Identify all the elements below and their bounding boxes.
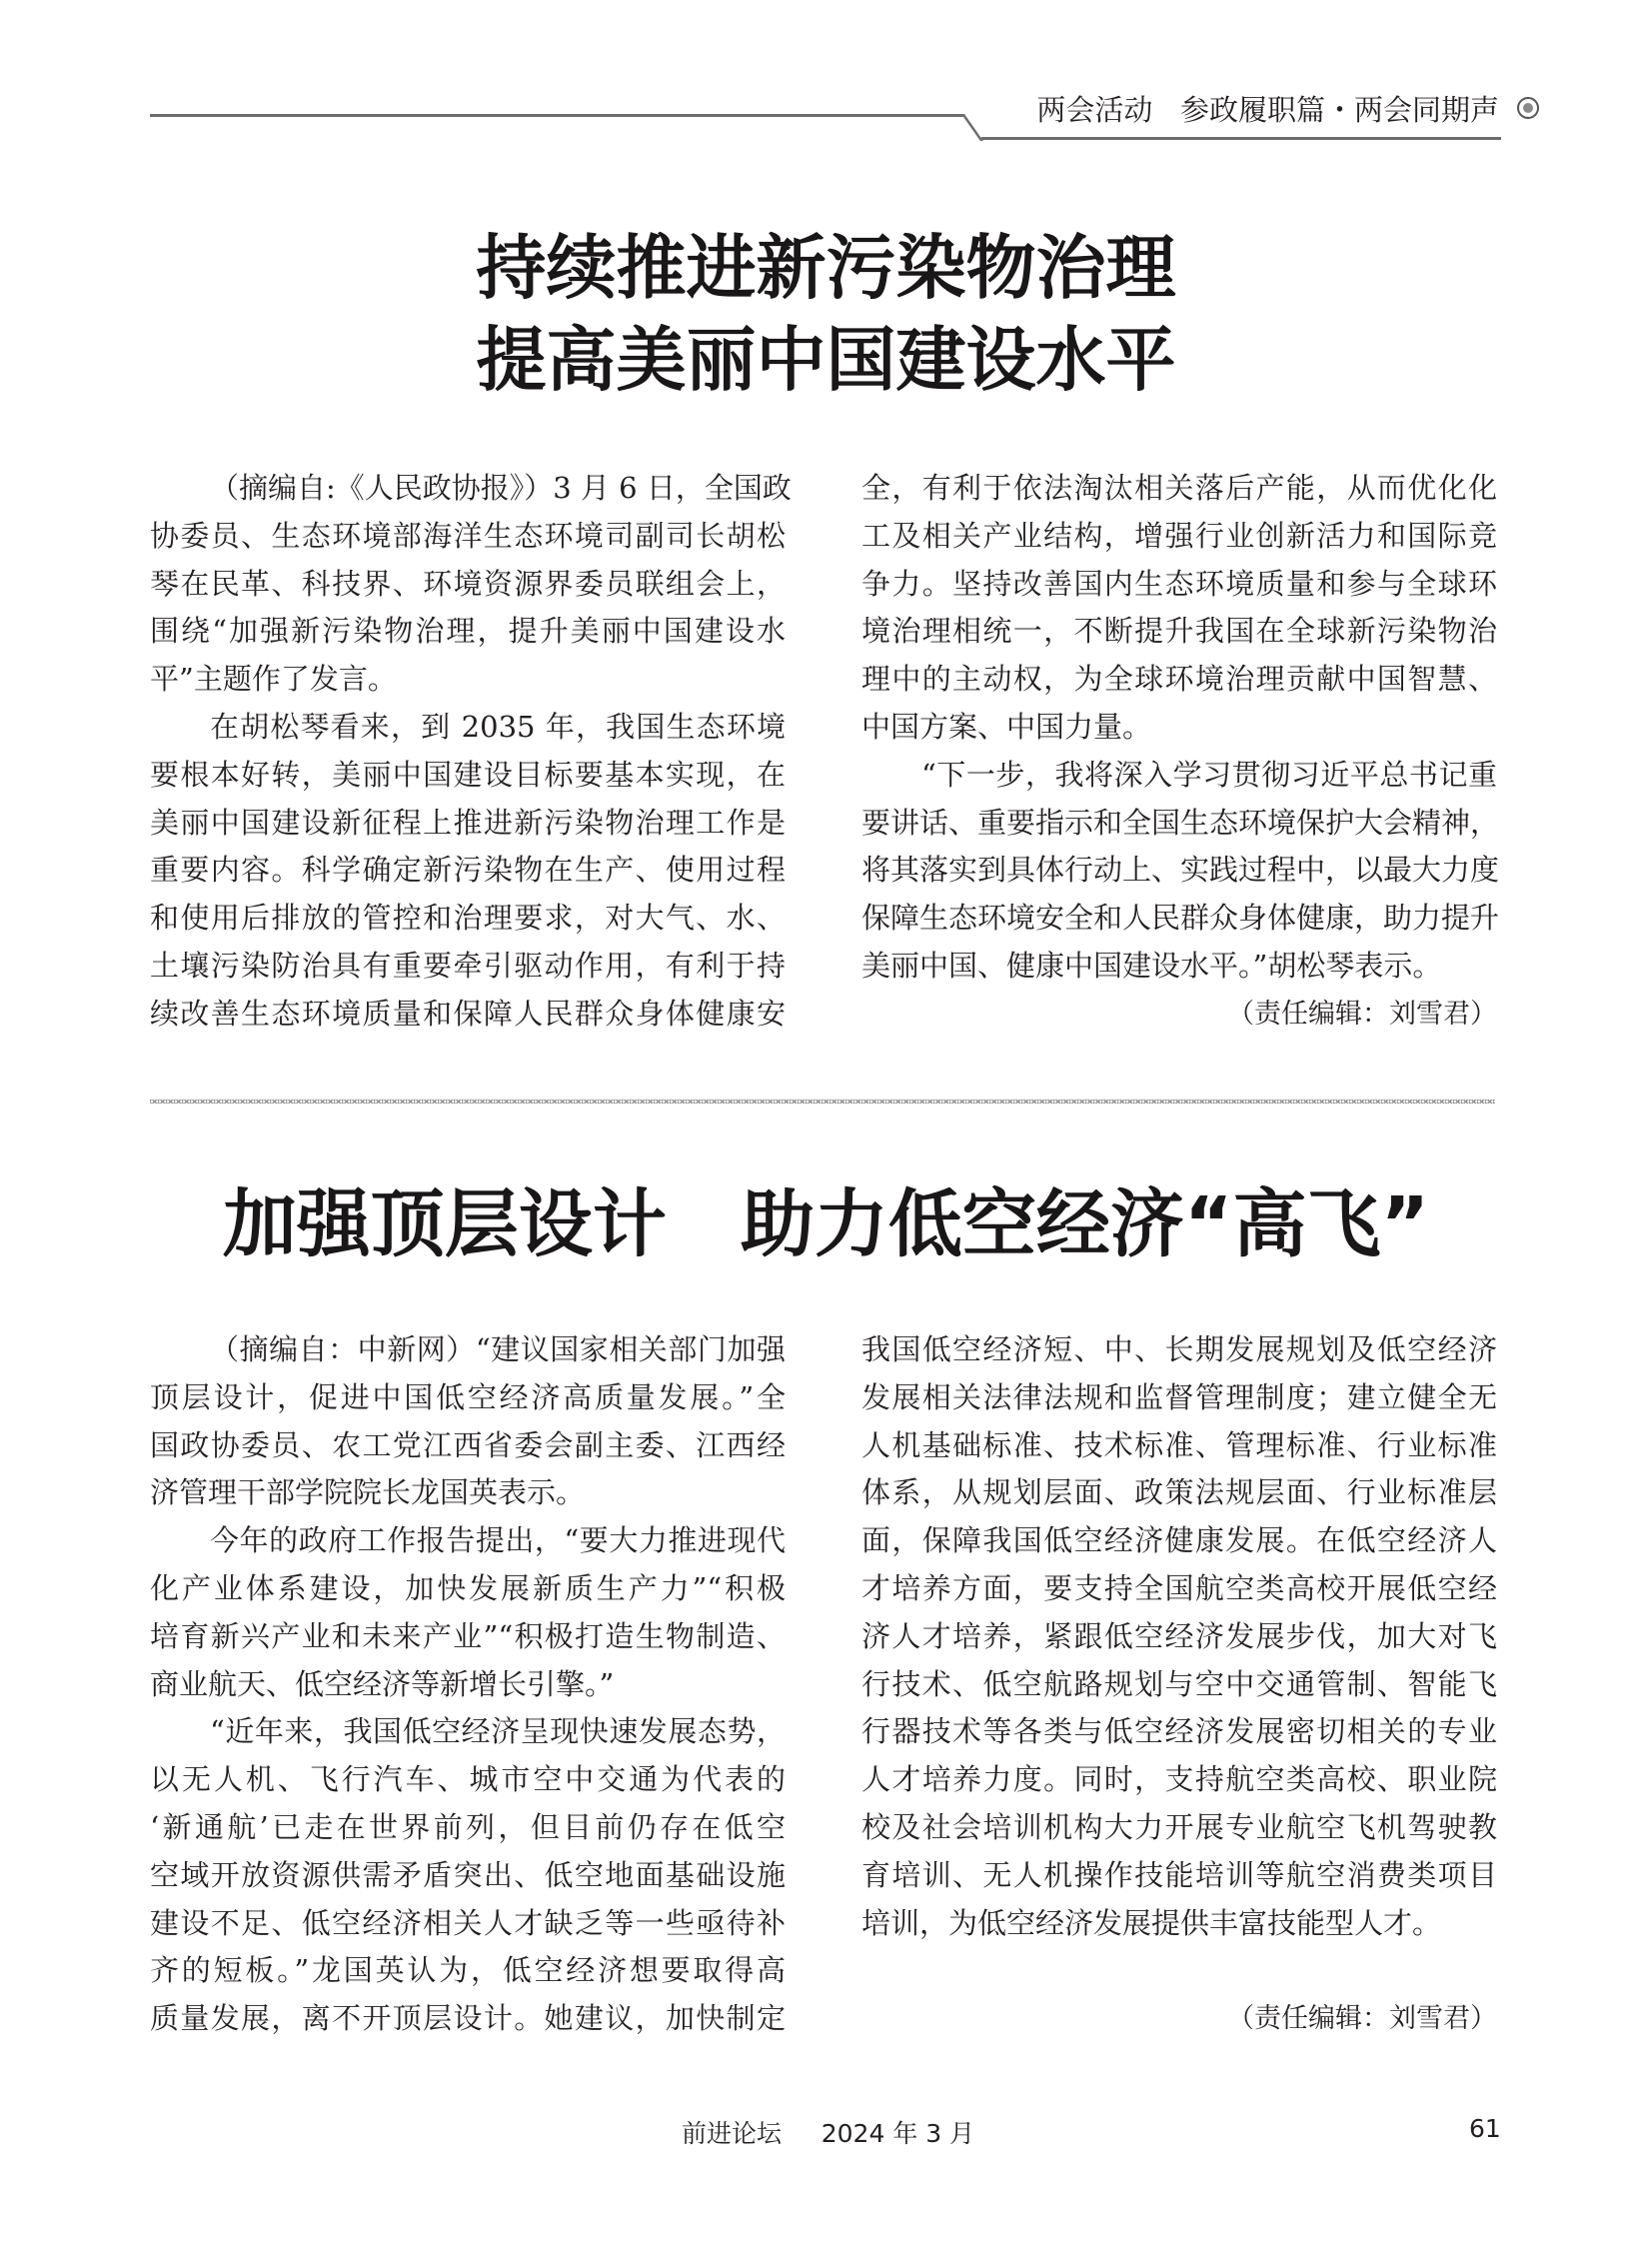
paragraph [150,1326,786,1517]
text-line: 保障生态环境安全和人民群众身体健康，助力提升 [861,901,1500,936]
paragraph [861,465,1497,752]
text-line: 化产业体系建设，加快发展新质生产力”“积极 [150,1570,786,1605]
footer-publication: 前进论坛 [682,2119,783,2148]
header-section-label [999,88,1499,129]
text-line: 理中的主动权，为全球环境治理贡献中国智慧、 [861,662,1497,697]
text-line: 建设不足、低空经济相关人才缺乏等一些亟待补 [150,1905,786,1940]
paragraph [150,465,792,704]
footer-publication-info [682,2114,974,2150]
editor-credit: （责任编辑：刘雪君） [1227,2003,1497,2035]
text-line: 齐的短板。”龙国英认为，低空经济想要取得高 [150,1953,786,1988]
text-line: 今年的政府工作报告提出，“要大力推进现代 [210,1523,786,1558]
text-line: 我国低空经济短、中、长期发展规划及低空经济 [861,1332,1497,1366]
text-line: 才培养方面，要支持全国航空类高校开展低空经 [861,1570,1497,1605]
text-line: 行器技术等各类与低空经济发展密切相关的专业 [861,1714,1497,1749]
paragraph [861,752,1500,991]
text-line: 育培训、无人机操作技能培训等航空消费类项目 [861,1857,1497,1892]
text-line: 人才培养力度。同时，支持航空类高校、职业院 [861,1762,1497,1797]
paragraph [150,1708,786,2043]
paragraph [150,704,786,1039]
title-line: 加强顶层设计 助力低空经济“高飞” [222,1181,1430,1267]
text-line: 围绕“加强新污染物治理，提升美丽中国建设水 [150,614,786,649]
header-section: 两会活动 [1036,93,1153,127]
text-line: （摘编自：中新网）“建议国家相关部门加强 [210,1332,786,1366]
text-line: 协委员、生态环境部海洋生态环境司副司长胡松 [150,518,786,553]
article-1-column-right [861,465,1500,1039]
page-number: 61 [1469,2114,1501,2143]
header-rule [150,114,964,117]
article-2-column-right [861,1326,1497,2043]
footer-issue: 2024 年 3 月 [821,2119,975,2148]
text-line: “近年来，我国低空经济呈现快速发展态势， [210,1714,786,1749]
text-line: 琴在民革、科技界、环境资源界委员联组会上， [150,566,786,601]
header-subsection: 参政履职篇・两会同期声 [1179,93,1499,127]
text-line: 续改善生态环境质量和保障人民群众身体健康安 [150,996,786,1031]
editor-credit: （责任编辑：刘雪君） [1227,998,1497,1030]
text-line: 美丽中国、健康中国建设水平。”胡松琴表示。 [861,948,1442,983]
text-line: 空域开放资源供需矛盾突出、低空地面基础设施 [150,1857,786,1892]
text-line: 和使用后排放的管控和治理要求，对大气、水、 [150,901,786,936]
text-line: 在胡松琴看来，到 2035 年，我国生态环境 [210,709,786,744]
text-line: 济人才培养，紧跟低空经济发展步伐，加大对飞 [861,1618,1497,1653]
header-rule-break [961,114,983,141]
text-line: 面，保障我国低空经济健康发展。在低空经济人 [861,1523,1497,1558]
paragraph [861,1326,1497,1947]
bullseye-icon [1517,97,1539,119]
text-line: 中国方案、中国力量。 [861,709,1152,744]
text-line: 发展相关法律法规和监督管理制度；建立健全无 [861,1379,1497,1414]
text-line: 人机基础标准、技术标准、管理标准、行业标准 [861,1427,1497,1462]
text-line: 美丽中国建设新征程上推进新污染物治理工作是 [150,805,786,840]
text-line: 平”主题作了发言。 [150,662,397,697]
title-line: 提高美丽中国建设水平 [476,319,1176,401]
text-line: （摘编自:《人民政协报》）3 月 6 日，全国政 [210,471,792,505]
text-line: 要根本好转，美丽中国建设目标要基本实现，在 [150,757,786,792]
text-line: 土壤污染防治具有重要牵引驱动作用，有利于持 [150,948,786,983]
article-1-title [0,222,1652,406]
text-line: 培育新兴产业和未来产业”“积极打造生物制造、 [150,1618,786,1653]
title-line: 持续推进新污染物治理 [476,227,1176,309]
text-line: 将其落实到具体行动上、实践过程中，以最大力度 [861,853,1500,888]
text-line: 国政协委员、农工党江西省委会副主委、江西经 [150,1427,786,1462]
text-line: 全，有利于依法淘汰相关落后产能，从而优化化 [861,471,1497,505]
article-1-column-left [150,465,792,1039]
text-line: 质量发展，离不开顶层设计。她建议，加快制定 [150,2001,786,2036]
text-line: 校及社会培训机构大力开展专业航空飞机驾驶教 [861,1809,1497,1844]
text-line: 济管理干部学院院长龙国英表示。 [150,1475,586,1510]
text-line: “下一步，我将深入学习贯彻习近平总书记重 [921,757,1497,792]
text-line: 体系，从规划层面、政策法规层面、行业标准层 [861,1475,1497,1510]
article-2-title [0,1179,1652,1269]
text-line: 争力。坚持改善国内生态环境质量和参与全球环 [861,566,1497,601]
text-line: 培训，为低空经济发展提供丰富技能型人才。 [861,1905,1442,1940]
text-line: 顶层设计，促进中国低空经济高质量发展。”全 [150,1379,786,1414]
text-line: 工及相关产业结构，增强行业创新活力和国际竞 [861,518,1497,553]
article-2-column-left [150,1326,786,2043]
text-line: 商业航天、低空经济等新增长引擎。” [150,1666,615,1701]
text-line: 重要内容。科学确定新污染物在生产、使用过程 [150,853,786,888]
text-line: 以无人机、飞行汽车、城市空中交通为代表的 [150,1762,786,1797]
text-line: ‘新通航’已走在世界前列，但目前仍存在低空 [150,1809,786,1844]
text-line: 境治理相统一，不断提升我国在全球新污染物治 [861,614,1497,649]
header-rule [981,137,1501,140]
paragraph [150,1517,786,1708]
text-line: 行技术、低空航路规划与空中交通管制、智能飞 [861,1666,1497,1701]
article-divider [150,1100,1495,1108]
text-line: 要讲话、重要指示和全国生态环境保护大会精神， [861,805,1500,840]
